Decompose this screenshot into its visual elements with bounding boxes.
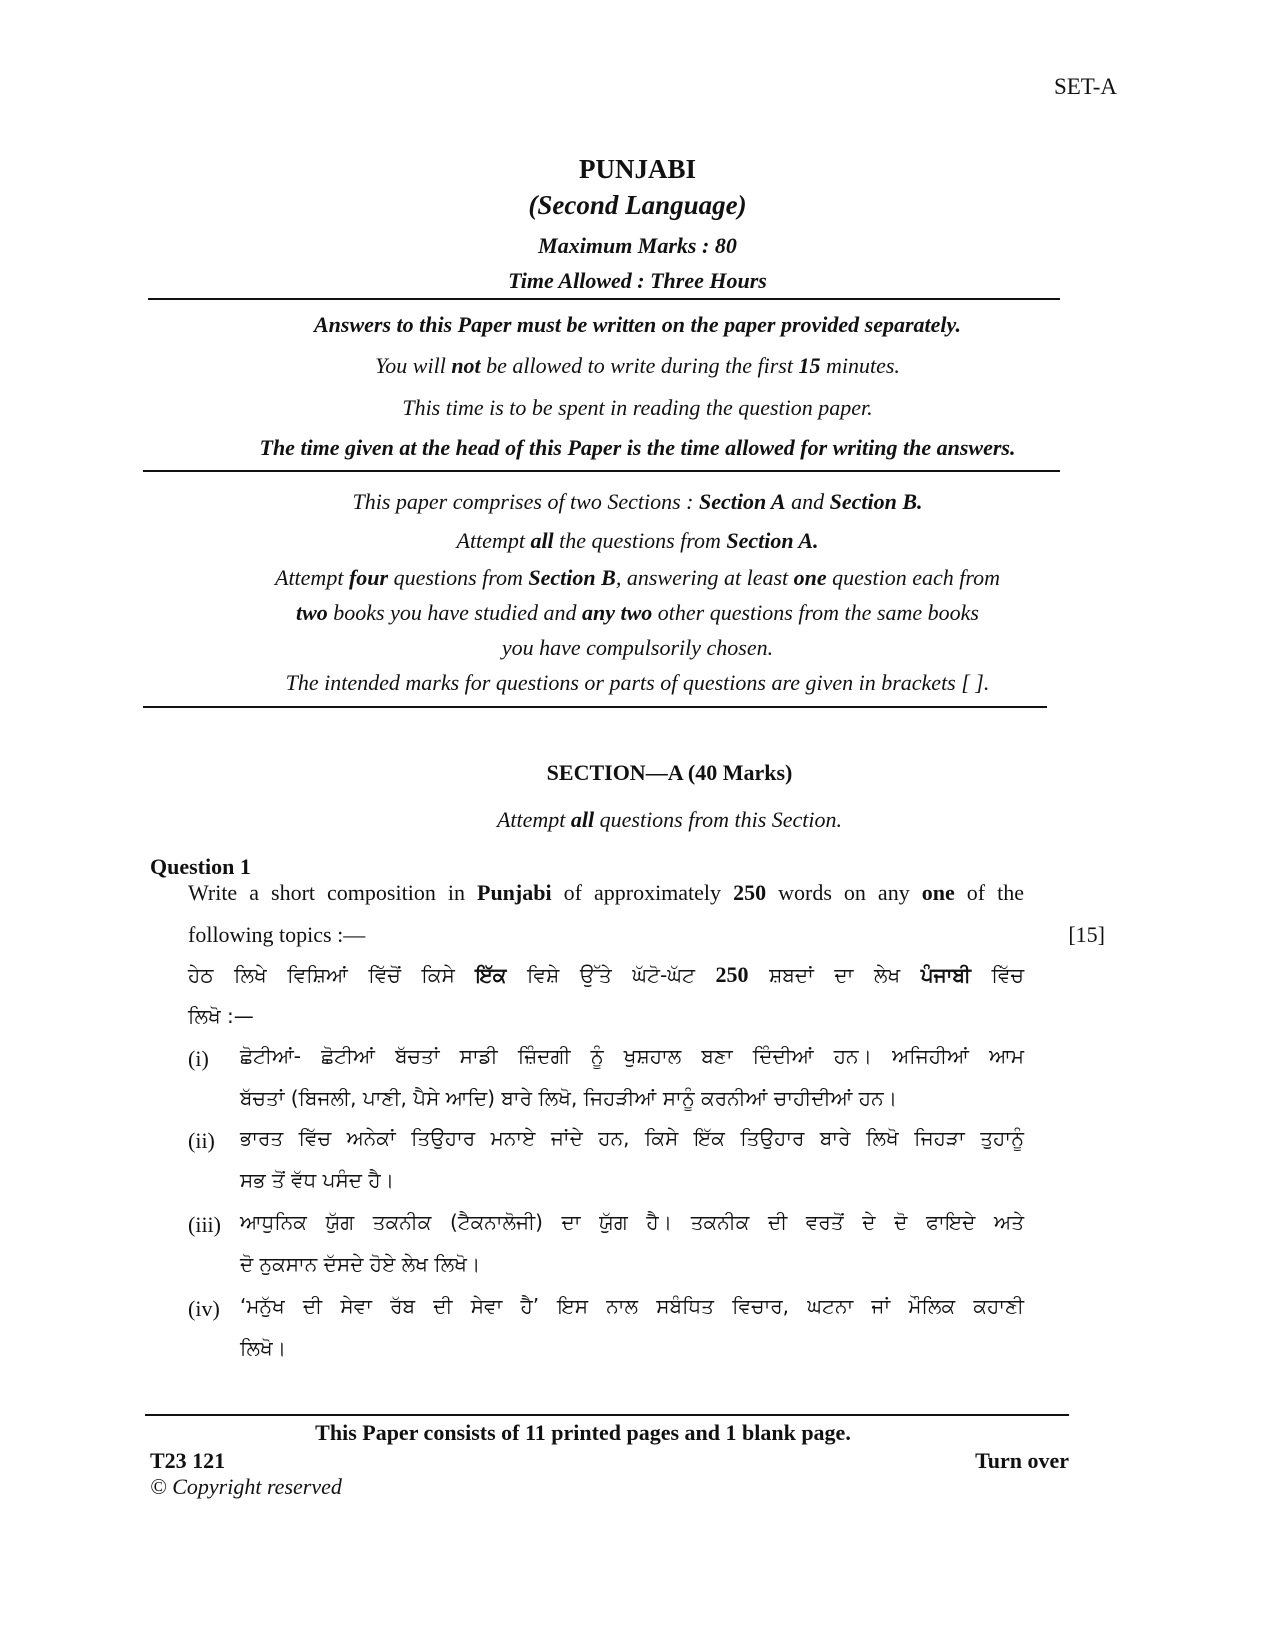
text: words on any	[766, 880, 922, 905]
text: This paper comprises of two Sections :	[352, 489, 699, 514]
page-count-note: This Paper consists of 11 printed pages and 1 blank page.	[315, 1420, 851, 1445]
rule-books	[0, 600, 1275, 626]
text: ਸ਼ਬਦਾਂ ਦਾ ਲੇਖ	[748, 963, 921, 987]
text: , answering at least	[615, 565, 794, 590]
paper-title: PUNJABI	[578, 154, 696, 184]
turn-over: Turn over	[975, 1448, 1069, 1473]
question-english-line1	[188, 880, 1024, 906]
text-bold: ਪੰਜਾਬੀ	[920, 963, 971, 987]
rule-section-a	[0, 528, 1275, 554]
text-bold: Section B	[528, 565, 616, 590]
text: Attempt	[456, 528, 531, 553]
text-bold: 250	[733, 880, 767, 905]
option-text: ਭਾਰਤ ਵਿੱਚ ਅਨੇਕਾਂ ਤਿਉਹਾਰ ਮਨਾਏ ਜਾਂਦੇ ਹਨ, ਕਿਸੇ ਇੱਕ ਤਿਉਹਾਰ ਬਾਰੇ ਲਿਖੋ ਜਿਹੜਾ ਤੁਹਾਨੂੰ	[240, 1126, 1024, 1150]
text: of the	[954, 880, 1024, 905]
option-number: (iv)	[188, 1296, 220, 1321]
text: books you have studied and	[327, 600, 582, 625]
time-allowed: Time Allowed : Three Hours	[508, 268, 767, 293]
text-bold: two	[296, 600, 328, 625]
question-punjabi-line2: ਲਿਖੋ :—	[188, 1004, 254, 1028]
option-text-cont: ਲਿਖੋ।	[240, 1336, 287, 1360]
option-text-cont: ਬੱਚਤਾਂ (ਬਿਜਲੀ, ਪਾਣੀ, ਪੈਸੇ ਆਦਿ) ਬਾਰੇ ਲਿਖੋ, ਜਿਹੜੀਆਂ ਸਾਨੂੰ ਕਰਨੀਆਂ ਚਾਹੀਦੀਆਂ ਹਨ।	[240, 1086, 898, 1110]
option-number: (iii)	[188, 1212, 221, 1237]
section-a-instruction	[32, 807, 1275, 833]
option-text-cont: ਦੋ ਨੁਕਸਾਨ ਦੱਸਦੇ ਹੋਏ ਲੇਖ ਲਿਖੋ।	[240, 1252, 481, 1276]
question-english-line2: following topics :—	[188, 922, 366, 947]
question-label: Question 1	[150, 854, 251, 879]
rule-section-b	[0, 565, 1275, 591]
text: other questions from the same books	[652, 600, 979, 625]
text-bold: Section B.	[829, 489, 923, 514]
text: and	[785, 489, 830, 514]
rule-sections	[0, 489, 1275, 515]
text-bold: not	[451, 353, 481, 378]
text: of approximately	[551, 880, 734, 905]
option-text: ਛੋਟੀਆਂ- ਛੋਟੀਆਂ ਬੱਚਤਾਂ ਸਾਡੀ ਜ਼ਿੰਦਗੀ ਨੂੰ ਖੁਸ਼ਹਾਲ ਬਣਾ ਦਿੰਦੀਆਂ ਹਨ। ਅਜਿਹੀਆਂ ਆਮ	[240, 1044, 1024, 1068]
text: minutes.	[820, 353, 900, 378]
maximum-marks: Maximum Marks : 80	[538, 233, 737, 258]
copyright: © Copyright reserved	[150, 1474, 342, 1499]
text-bold: one	[921, 880, 955, 905]
paper-subtitle: (Second Language)	[528, 190, 747, 220]
instruction-time-given: The time given at the head of this Paper is the time allowed for writing the answers.	[259, 435, 1016, 460]
text-bold: four	[348, 565, 389, 590]
text: questions from this Section.	[594, 807, 843, 832]
text: question each from	[826, 565, 1000, 590]
option-number: (i)	[188, 1046, 209, 1071]
instruction-reading-time	[0, 353, 1275, 379]
text-bold: one	[793, 565, 827, 590]
text-bold: 250	[715, 962, 749, 987]
question-punjabi-line1	[188, 962, 1024, 988]
divider-bottom	[143, 706, 1047, 708]
option-text: ‘ਮਨੁੱਖ ਦੀ ਸੇਵਾ ਰੱਬ ਦੀ ਸੇਵਾ ਹੈ’ ਇਸ ਨਾਲ ਸਬੰਧਿਤ ਵਿਚਾਰ, ਘਟਨਾ ਜਾਂ ਮੌਲਿਕ ਕਹਾਣੀ	[240, 1294, 1024, 1318]
set-label: SET-A	[1053, 74, 1117, 99]
footer-divider	[145, 1414, 1069, 1416]
instruction-reading: This time is to be spent in reading the question paper.	[402, 395, 873, 420]
text: ਵਿੱਚ	[970, 963, 1024, 987]
text-bold: Punjabi	[477, 880, 552, 905]
text: Attempt	[275, 565, 349, 590]
text: questions from	[388, 565, 529, 590]
paper-code: T23 121	[150, 1448, 226, 1473]
divider-middle	[143, 470, 1060, 472]
option-text-cont: ਸਭ ਤੋਂ ਵੱਧ ਪਸੰਦ ਹੈ।	[240, 1168, 395, 1192]
text: be allowed to write during the first	[480, 353, 799, 378]
divider-top	[148, 298, 1060, 300]
rule-compulsory: you have compulsorily chosen.	[501, 635, 774, 660]
text-bold: 15	[798, 353, 821, 378]
question-marks: [15]	[1068, 922, 1105, 947]
text: ਵਿਸ਼ੇ ਉੱਤੇ ਘੱਟੋ-ਘੱਟ	[506, 963, 716, 987]
text: ਹੇਠ ਲਿਖੇ ਵਿਸ਼ਿਆਂ ਵਿੱਚੋਂ ਕਿਸੇ	[188, 963, 476, 987]
section-a-title: SECTION—A (40 Marks)	[546, 760, 793, 785]
text-bold: Section A	[699, 489, 786, 514]
option-number: (ii)	[188, 1128, 215, 1153]
text: You will	[375, 353, 452, 378]
text: Attempt	[496, 807, 571, 832]
text-bold: all	[530, 528, 554, 553]
text: Write a short composition in	[188, 880, 477, 905]
option-text: ਆਧੁਨਿਕ ਯੁੱਗ ਤਕਨੀਕ (ਟੈਕਨਾਲੋਜੀ) ਦਾ ਯੁੱਗ ਹੈ। ਤਕਨੀਕ ਦੀ ਵਰਤੋਂ ਦੇ ਦੋ ਫਾਇਦੇ ਅਤੇ	[240, 1210, 1024, 1234]
text-bold: Section A.	[726, 528, 819, 553]
text-bold: all	[570, 807, 595, 832]
text-bold: any two	[581, 600, 653, 625]
text-bold: ਇੱਕ	[475, 963, 507, 987]
text: the questions from	[553, 528, 727, 553]
instruction-answers: Answers to this Paper must be written on the paper provided separately.	[314, 312, 961, 337]
rule-marks: The intended marks for questions or parts of questions are given in brackets [ ].	[285, 670, 990, 695]
